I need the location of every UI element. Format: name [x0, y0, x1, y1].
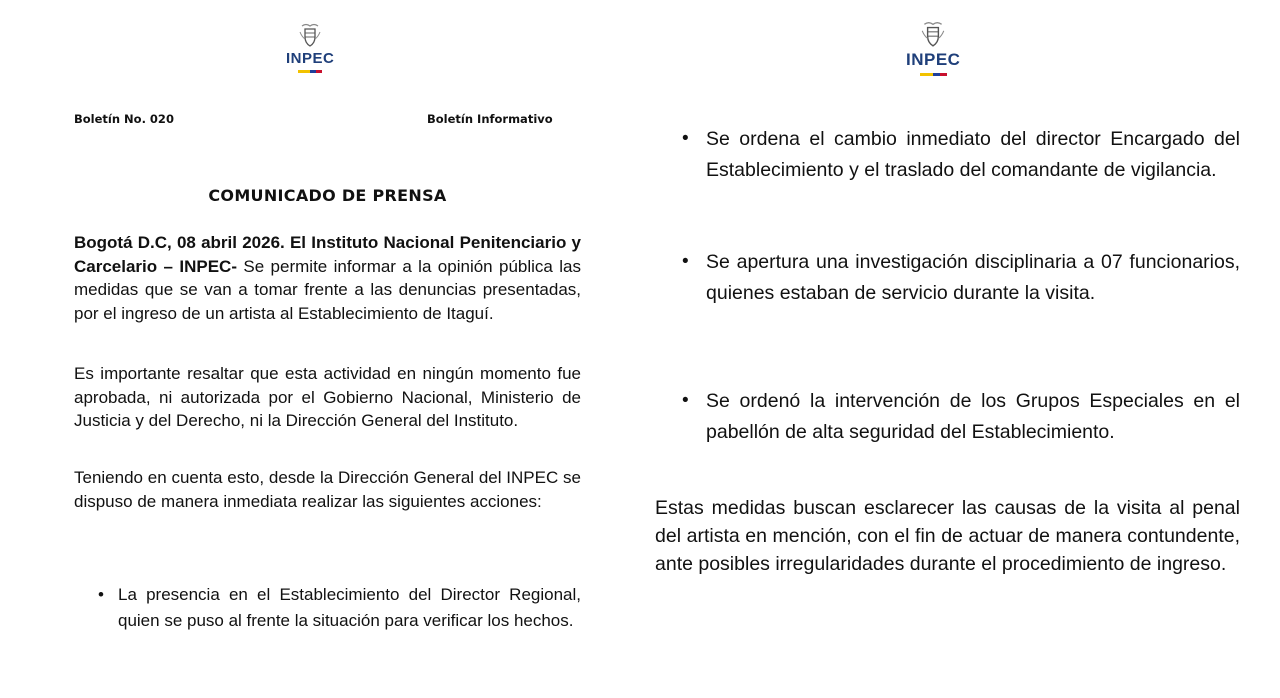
list-item	[682, 386, 1240, 447]
bullet-icon: •	[98, 585, 104, 604]
intro-paragraph	[74, 231, 581, 325]
intro-body: Se permite informar a la opinión pública las medidas que se van a tomar frente a las denuncias presentadas, por el ingreso de un artista al Establecimiento de Itaguí.	[74, 256, 581, 323]
list-item-text: Se ordena el cambio inmediato del director Encargado del Establecimiento y el traslado del comandante de vigilancia.	[706, 128, 1240, 181]
logo-text: INPEC	[906, 50, 961, 69]
flag-stripe	[920, 73, 947, 76]
bullet-icon: •	[682, 390, 689, 411]
coat-of-arms-icon	[297, 22, 323, 48]
list-item-text: La presencia en el Establecimiento del Director Regional, quien se puso al frente la situación para verificar los hechos.	[118, 585, 581, 630]
bulletin-number: Boletín No. 020	[74, 112, 174, 126]
paragraph-clarification: Es importante resaltar que esta actividad en ningún momento fue aprobada, ni autorizada por el Gobierno Nacional, Ministerio de Justicia y del Derecho, ni la Dirección General del Instituto.	[74, 364, 581, 430]
bullet-icon: •	[682, 251, 689, 272]
bulletin-type: Boletín Informativo	[427, 112, 553, 126]
logo-text: INPEC	[286, 50, 335, 67]
inpec-logo	[906, 20, 960, 76]
paragraph-actions-intro: Teniendo en cuenta esto, desde la Dirección General del INPEC se dispuso de manera inmediata realizar las siguientes acciones:	[74, 468, 581, 511]
inpec-logo	[286, 22, 334, 73]
closing-paragraph: Estas medidas buscan esclarecer las causas de la visita al penal del artista en mención, con el fin de actuar de manera contundente, ante posibles irregularidades durante el procedimiento de ingreso.	[655, 497, 1240, 575]
flag-stripe	[298, 70, 322, 73]
list-item	[682, 124, 1240, 185]
right-page	[640, 0, 1280, 698]
press-release-title: COMUNICADO DE PRENSA	[208, 186, 447, 205]
list-item-text: Se ordenó la intervención de los Grupos Especiales en el pabellón de alta seguridad del Establecimiento.	[706, 390, 1240, 443]
intro-lead: Bogotá D.C, 08 abril 2026. El Instituto Nacional Penitenciario y Carcelario – INPEC-	[74, 233, 581, 276]
list-item	[682, 247, 1240, 308]
list-item	[98, 582, 581, 634]
coat-of-arms-icon	[919, 20, 947, 48]
list-item-text: Se apertura una investigación disciplinaria a 07 funcionarios, quienes estaban de servicio durante la visita.	[706, 251, 1240, 304]
bullet-icon: •	[682, 128, 689, 149]
